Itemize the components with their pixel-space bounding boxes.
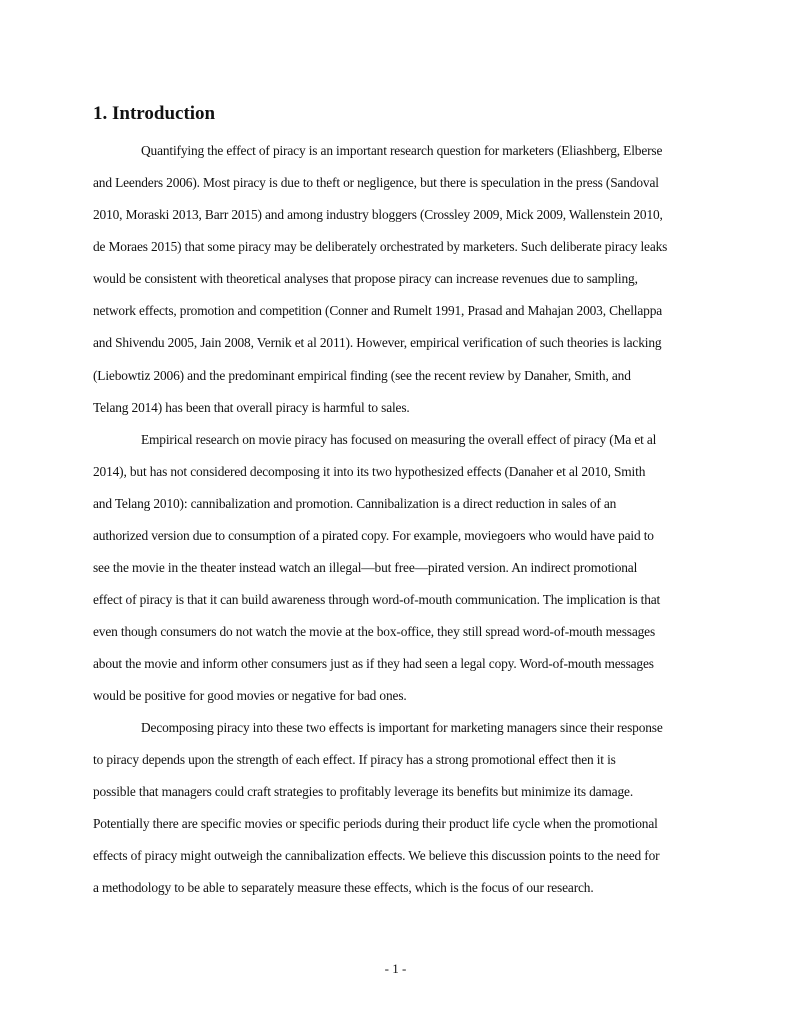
paragraph-3-line-4: Potentially there are specific movies or specific periods during their product life cycle when the promotional <box>93 816 658 831</box>
paragraph-1-line-4: de Moraes 2015) that some piracy may be deliberately orchestrated by marketers. Such deliberate piracy leaks <box>93 239 668 254</box>
paragraph-2-line-7: even though consumers do not watch the movie at the box-office, they still spread word-of-mouth messages <box>93 624 656 639</box>
paragraph-3-line-6: a methodology to be able to separately measure these effects, which is the focus of our research. <box>93 880 594 895</box>
paragraph-1-line-1: Quantifying the effect of piracy is an important research question for marketers (Eliashberg, Elberse <box>141 143 663 158</box>
paragraph-3-line-5: effects of piracy might outweigh the cannibalization effects. We believe this discussion points to the need for <box>93 848 660 863</box>
paragraph-1-line-6: network effects, promotion and competition (Conner and Rumelt 1991, Prasad and Mahajan 2003, Chellappa <box>93 303 663 318</box>
paragraph-2-line-4: authorized version due to consumption of a pirated copy. For example, moviegoers who would have paid to <box>93 528 654 543</box>
paragraph-1-line-5: would be consistent with theoretical analyses that propose piracy can increase revenues due to sampling, <box>93 271 638 286</box>
paragraph-2-line-3: and Telang 2010): cannibalization and promotion. Cannibalization is a direct reduction in sales of an <box>93 496 617 511</box>
page-number: - 1 - <box>384 961 407 976</box>
paragraph-3-line-3: possible that managers could craft strategies to profitably leverage its benefits but minimize its damage. <box>93 784 634 799</box>
paragraph-2-line-1: Empirical research on movie piracy has focused on measuring the overall effect of piracy (Ma et al <box>141 432 657 447</box>
paragraph-2-line-2: 2014), but has not considered decomposing it into its two hypothesized effects (Danaher et al 2010, Smith <box>93 464 646 479</box>
paragraph-1-line-8: (Liebowtiz 2006) and the predominant empirical finding (see the recent review by Danaher, Smith, and <box>93 368 631 383</box>
paragraph-2-line-5: see the movie in the theater instead watch an illegal—but free—pirated version. An indirect promotional <box>93 560 638 575</box>
paragraph-2-line-8: about the movie and inform other consumers just as if they had seen a legal copy. Word-of-mouth messages <box>93 656 654 671</box>
paragraph-2-line-6: effect of piracy is that it can build awareness through word-of-mouth communication. The implication is that <box>93 592 661 607</box>
paragraph-3-line-2: to piracy depends upon the strength of each effect. If piracy has a strong promotional effect then it is <box>93 752 616 767</box>
paragraph-1-line-9: Telang 2014) has been that overall piracy is harmful to sales. <box>93 400 410 415</box>
paragraph-3-line-1: Decomposing piracy into these two effects is important for marketing managers since their response <box>141 720 663 735</box>
paragraph-1-line-3: 2010, Moraski 2013, Barr 2015) and among industry bloggers (Crossley 2009, Mick 2009, Wallenstein 2010, <box>93 207 663 222</box>
paragraph-2-line-9: would be positive for good movies or negative for bad ones. <box>93 688 407 703</box>
paragraph-1-line-7: and Shivendu 2005, Jain 2008, Vernik et al 2011). However, empirical verification of such theories is lacking <box>93 335 662 350</box>
paragraph-1-line-2: and Leenders 2006). Most piracy is due to theft or negligence, but there is speculation in the press (Sandoval <box>93 175 659 190</box>
section-heading: 1. Introduction <box>93 103 216 124</box>
